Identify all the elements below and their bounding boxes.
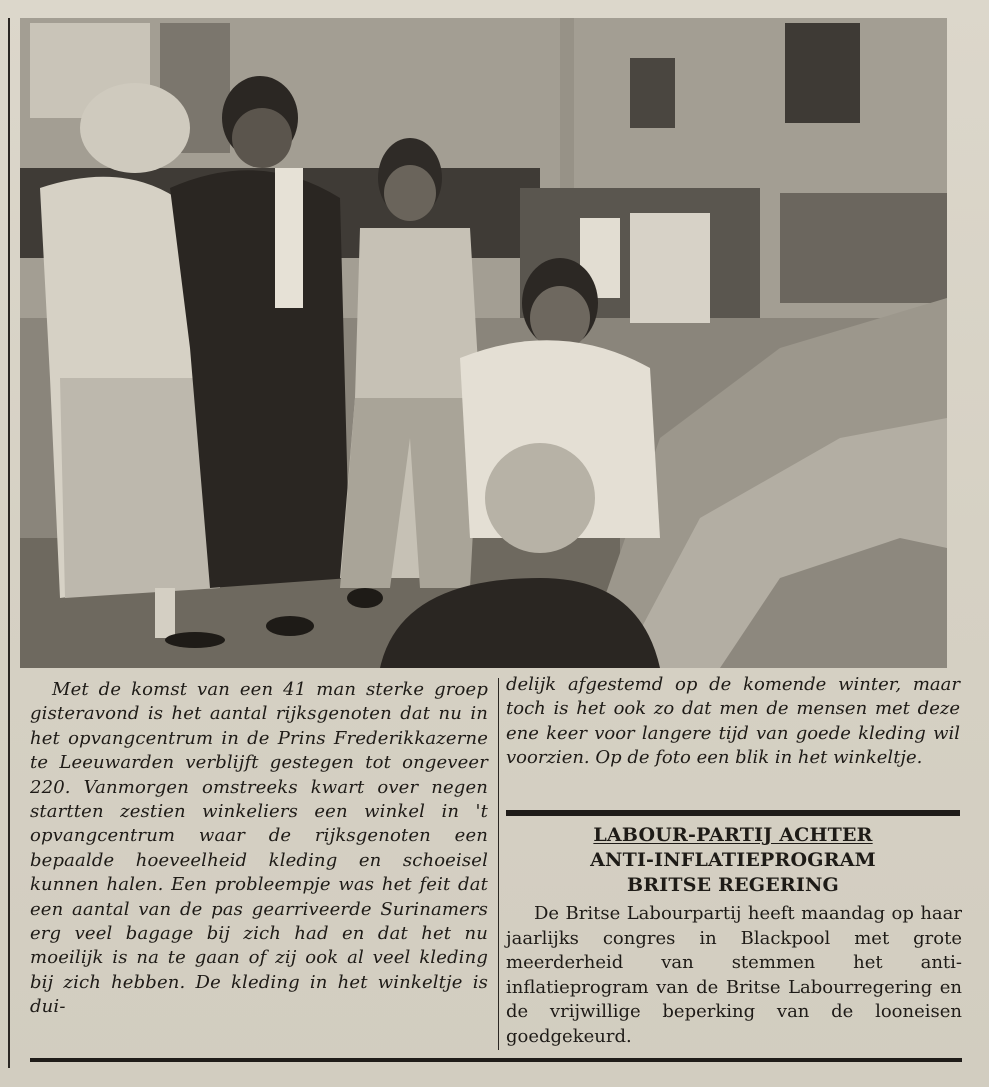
article-body-text: De Britse Labourpartij heeft maandag op haar jaarlijks congres in Blackpool met grote meerderheid van stemmen het anti-inflatieprogram van de Britse Labourregering en de vrijwillige beperking van de looneisen goedgekeurd. — [506, 903, 962, 1047]
column-rule-left — [8, 18, 10, 1068]
column-rule-middle — [498, 678, 499, 1050]
newspaper-photo — [20, 18, 947, 668]
bottom-rule — [30, 1058, 962, 1062]
article-separator-rule — [506, 810, 960, 816]
headline-line-3: BRITSE REGERING — [627, 874, 839, 896]
photo-caption-right — [506, 673, 960, 771]
headline-line-2: ANTI-INFLATIEPROGRAM — [590, 849, 876, 871]
caption-right-text: delijk afgestemd op de komende winter, maar toch is het ook zo dat men de mensen met deze ene keer voor langere tijd van goede kleding wil voorzien. Op de foto een blik in het winkeltje. — [506, 674, 960, 769]
photo-caption-left — [30, 678, 488, 1020]
article-body — [506, 902, 962, 1049]
photo-illustration — [20, 18, 947, 668]
headline-line-1: LABOUR-PARTIJ ACHTER — [593, 824, 873, 846]
article-headline — [506, 823, 960, 898]
caption-left-text: Met de komst van een 41 man sterke groep gisteravond is het aantal rijksgenoten dat nu in het opvangcentrum in de Prins Frederikkazerne te Leeuwarden verblijft gestegen tot ongeveer 220. Vanmorgen omstreeks kwart over negen startten zestien winkeliers een winkel in 't opvangcentrum waar de rijksgenoten een bepaalde hoeveelheid kleding en schoeisel kunnen halen. Een probleempje was het feit dat een aantal van de pas gearriveerde Surinamers erg veel bagage bij zich had en dat het nu moeilijk is na te gaan of zij ook al veel kleding bij zich hebben. De kleding in het winkeltje is dui- — [30, 679, 488, 1018]
